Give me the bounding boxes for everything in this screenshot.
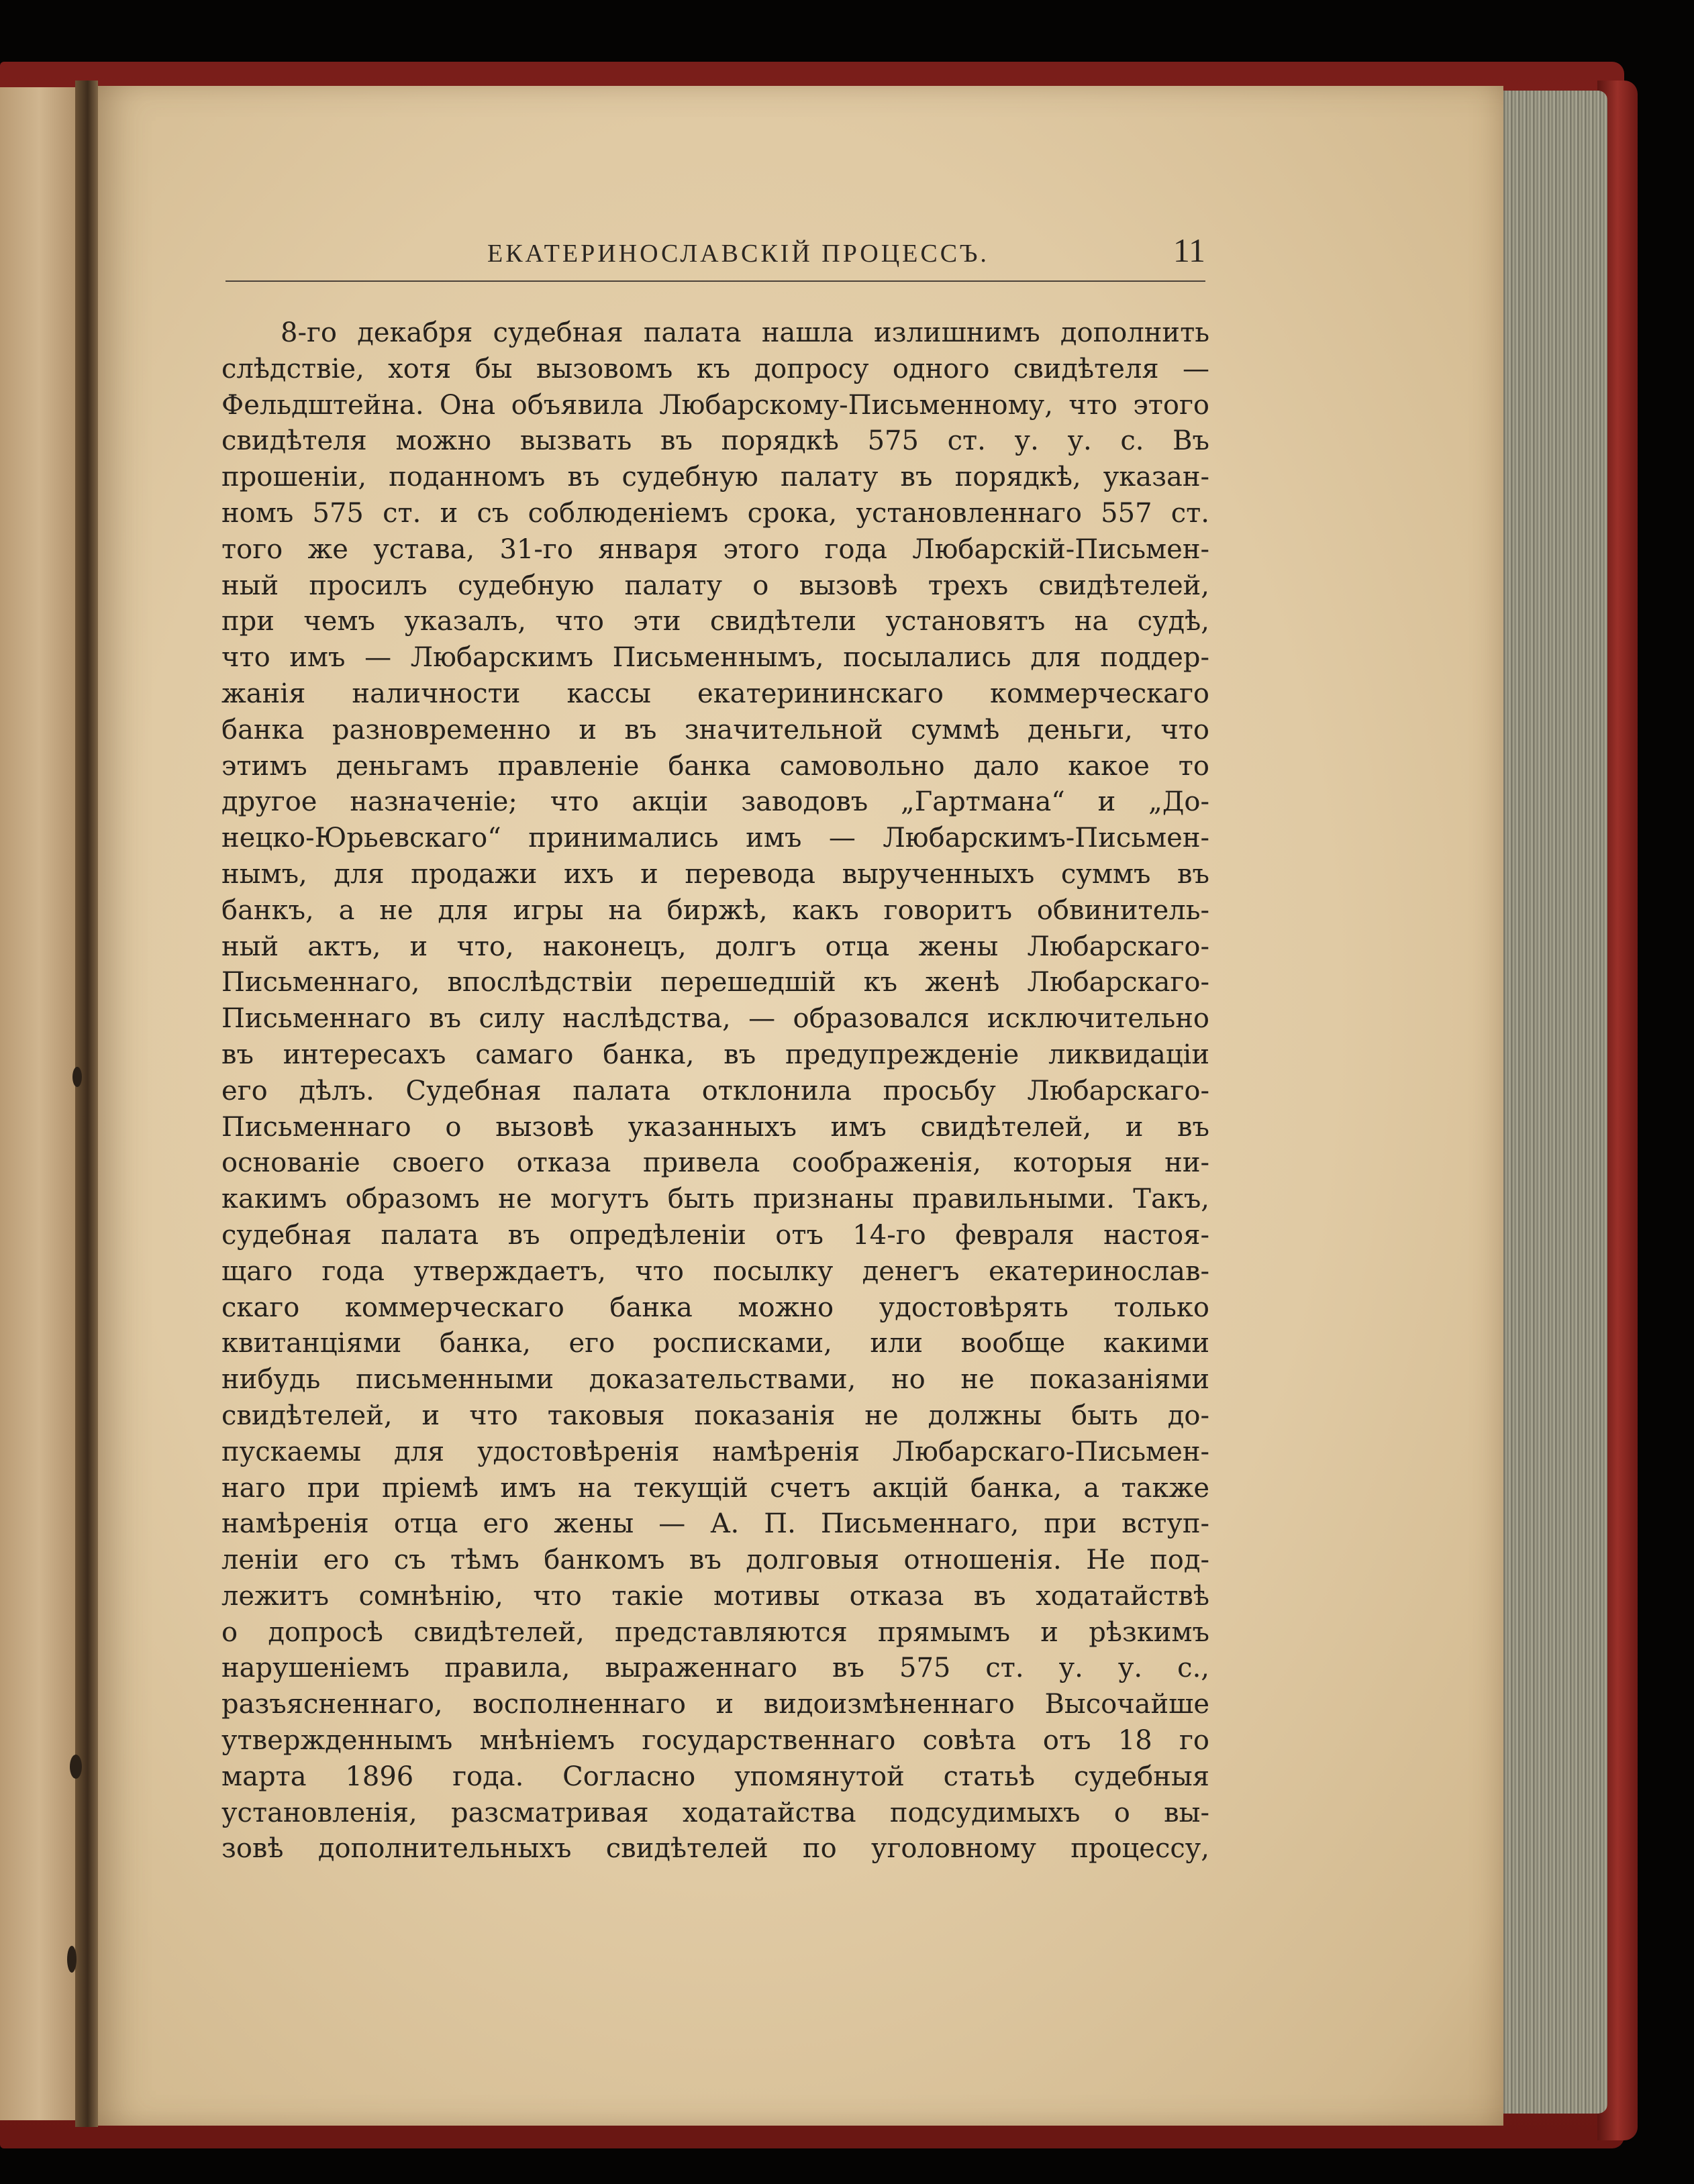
text-line: въ интересахъ самаго банка, въ предупрежденіе ликвидаціи bbox=[221, 1039, 1209, 1070]
text-line: скаго коммерческаго банка можно удостовѣрять только bbox=[221, 1292, 1209, 1323]
text-line: номъ 575 ст. и съ соблюденіемъ срока, установленнаго 557 ст. bbox=[221, 497, 1209, 529]
margin-mark bbox=[72, 1067, 82, 1087]
text-line: установленія, разсматривая ходатайства подсудимыхъ о вы- bbox=[221, 1797, 1209, 1828]
margin-mark bbox=[70, 1755, 82, 1779]
text-line: квитанціями банка, его росписками, или вообще какими bbox=[221, 1328, 1209, 1359]
text-line: прошеніи, поданномъ въ судебную палату въ порядкѣ, указан- bbox=[221, 462, 1209, 493]
text-line: Фельдштейна. Она объявила Любарскому-Письменному, что этого bbox=[221, 389, 1209, 421]
text-line: этимъ деньгамъ правленіе банка самовольно дало какое то bbox=[221, 750, 1209, 782]
text-line: ный просилъ судебную палату о вызовѣ трехъ свидѣтелей, bbox=[221, 570, 1209, 601]
text-line: его дѣлъ. Судебная палата отклонила просьбу Любарскаго- bbox=[221, 1075, 1209, 1106]
book-gutter bbox=[75, 81, 98, 2127]
text-line: зовѣ дополнительныхъ свидѣтелей по уголовному процессу, bbox=[221, 1833, 1209, 1865]
text-line: марта 1896 года. Согласно упомянутой статьѣ судебныя bbox=[221, 1761, 1209, 1792]
text-line: того же устава, 31-го января этого года Любарскій-Письмен- bbox=[221, 533, 1209, 565]
text-line: другое назначеніе; что акціи заводовъ „Гартмана“ и „До- bbox=[221, 786, 1209, 818]
text-line: леніи его съ тѣмъ банкомъ въ долговыя отношенія. Не под- bbox=[221, 1545, 1209, 1576]
body-text bbox=[221, 315, 1209, 1867]
text-line: наго при пріемѣ имъ на текущій счетъ акцій банка, а также bbox=[221, 1472, 1209, 1504]
text-line: лежитъ сомнѣнію, что такіе мотивы отказа въ ходатайствѣ bbox=[221, 1580, 1209, 1612]
text-line: о допросѣ свидѣтелей, представляются прямымъ и рѣзкимъ bbox=[221, 1616, 1209, 1648]
text-line: банкъ, а не для игры на биржѣ, какъ говоритъ обвинитель- bbox=[221, 894, 1209, 926]
left-page-edge bbox=[0, 87, 87, 2120]
text-line: свидѣтелей, и что таковыя показанія не должны быть до- bbox=[221, 1400, 1209, 1431]
running-head bbox=[226, 231, 1205, 282]
text-line: разъясненнаго, восполненнаго и видоизмѣненнаго Высочайше bbox=[221, 1689, 1209, 1720]
text-line: Письменнаго о вызовѣ указанныхъ имъ свидѣтелей, и въ bbox=[221, 1111, 1209, 1143]
text-line: что имъ — Любарскимъ Письменнымъ, посылались для поддер- bbox=[221, 642, 1209, 674]
text-line: 8-го декабря судебная палата нашла излишнимъ дополнить bbox=[281, 317, 1209, 348]
text-line: нибудь письменными доказательствами, но не показаніями bbox=[221, 1364, 1209, 1396]
text-line: нарушеніемъ правила, выраженнаго въ 575 ст. у. у. с., bbox=[221, 1653, 1209, 1684]
header-rule bbox=[226, 280, 1205, 282]
text-line: слѣдствіе, хотя бы вызовомъ къ допросу одного свидѣтеля — bbox=[221, 353, 1209, 384]
text-line: свидѣтеля можно вызвать въ порядкѣ 575 ст. у. у. с. Въ bbox=[221, 425, 1209, 457]
text-line: Письменнаго въ силу наслѣдства, — образовался исключительно bbox=[221, 1003, 1209, 1035]
text-line: при чемъ указалъ, что эти свидѣтели установятъ на судѣ, bbox=[221, 606, 1209, 637]
text-line: ный актъ, и что, наконецъ, долгъ отца жены Любарскаго- bbox=[221, 931, 1209, 962]
text-line: Письменнаго, впослѣдствіи перешедшій къ женѣ Любарскаго- bbox=[221, 967, 1209, 998]
text-line: нецко-Юрьевскаго“ принимались имъ — Любарскимъ-Письмен- bbox=[221, 823, 1209, 854]
text-line: намѣренія отца его жены — А. П. Письменнаго, при вступ- bbox=[221, 1508, 1209, 1540]
text-line: какимъ образомъ не могутъ быть признаны правильными. Такъ, bbox=[221, 1184, 1209, 1215]
running-title: ЕКАТЕРИНОСЛАВСКІЙ ПРОЦЕССЪ. bbox=[487, 240, 989, 268]
text-line: жанія наличности кассы екатерининскаго коммерческаго bbox=[221, 678, 1209, 709]
text-line: пускаемы для удостовѣренія намѣренія Любарскаго-Письмен- bbox=[221, 1436, 1209, 1467]
text-line: судебная палата въ опредѣленіи отъ 14-го февраля настоя- bbox=[221, 1219, 1209, 1251]
text-line: нымъ, для продажи ихъ и перевода вырученныхъ суммъ въ bbox=[221, 858, 1209, 890]
page-edges bbox=[1493, 91, 1607, 2114]
text-line: банка разновременно и въ значительной суммѣ деньги, что bbox=[221, 714, 1209, 745]
text-line: щаго года утверждаетъ, что посылку денегъ екатеринослав- bbox=[221, 1255, 1209, 1287]
text-line: утвержденнымъ мнѣніемъ государственнаго совѣта отъ 18 го bbox=[221, 1725, 1209, 1757]
text-line: основаніе своего отказа привела соображенія, которыя ни- bbox=[221, 1147, 1209, 1179]
margin-mark bbox=[67, 1946, 77, 1973]
page-number: 11 bbox=[1173, 231, 1205, 269]
